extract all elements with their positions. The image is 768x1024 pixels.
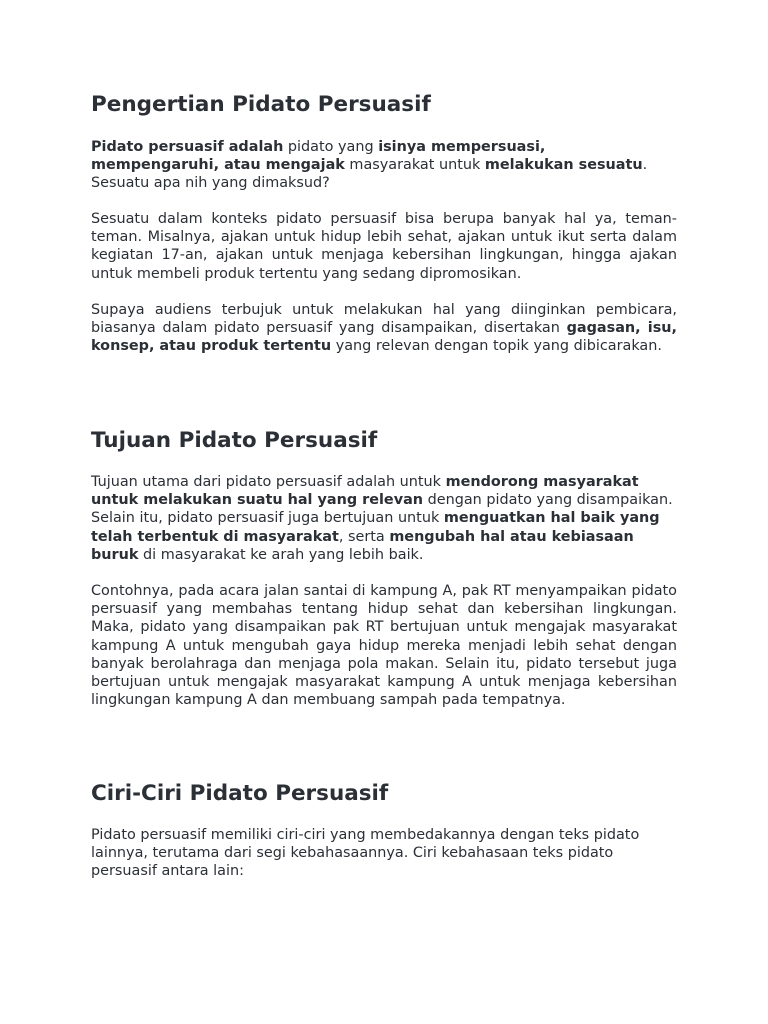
paragraph-pengertian-audience [91, 301, 677, 356]
paragraph-ciri-ciri-intro: Pidato persuasif memiliki ciri-ciri yang membedakannya dengan teks pidato lainnya, terutama dari segi kebahasaannya. Ciri kebahasaan teks pidato persuasif antara lain: [91, 827, 640, 880]
paragraph-pengertian-definition [91, 138, 677, 193]
bold-term: menguatkan hal baik yang telah terbentuk di masyarakat [91, 510, 660, 545]
text-run: , serta [338, 528, 390, 545]
bold-term: mengubah hal atau kebiasaan buruk [91, 528, 634, 563]
text-run: yang relevan dengan topik yang dibicarakan. [331, 338, 662, 355]
text-run: dengan pidato yang disampaikan. Selain itu, pidato persuasif juga bertujuan untuk [91, 492, 673, 527]
text-run: pidato yang [283, 139, 379, 155]
paragraph-tujuan-main [91, 473, 677, 564]
bold-term: gagasan, isu, konsep, atau produk tertentu [91, 320, 678, 355]
bold-term: melakukan sesuatu [484, 157, 643, 174]
text-run: . Sesuatu apa nih yang dimaksud? [91, 157, 648, 192]
section-heading-ciri-ciri: Ciri-Ciri Pidato Persuasif [91, 781, 389, 806]
paragraph-pengertian-examples: Sesuatu dalam konteks pidato persuasif bisa berupa banyak hal ya, teman-teman. Misalnya, ajakan untuk hidup lebih sehat, ajakan untuk ikut serta dalam kegiatan 17-an, ajakan untuk menjaga kebersihan lingkungan, hingga ajakan untuk membeli produk tertentu yang sedang dipromosikan. [91, 211, 677, 282]
text-run: Supaya audiens terbujuk untuk melakukan hal yang diinginkan pembicara, biasanya dalam pidato persuasif yang disampaikan, disertakan [91, 302, 677, 337]
text-run: di masyarakat ke arah yang lebih baik. [138, 546, 424, 563]
bold-term: isinya mempersuasi, mempengaruhi, atau mengajak [91, 139, 546, 174]
text-run: masyarakat untuk [344, 157, 485, 174]
section-heading-pengertian: Pengertian Pidato Persuasif [91, 92, 431, 117]
section-heading-tujuan: Tujuan Pidato Persuasif [91, 428, 378, 453]
paragraph-tujuan-example: Contohnya, pada acara jalan santai di kampung A, pak RT menyampaikan pidato persuasif yang membahas tentang hidup sehat dan kebersihan lingkungan. Maka, pidato yang disampaikan pak RT bertujuan untuk mengajak masyarakat kampung A untuk mengubah gaya hidup mereka menjadi lebih sehat dengan banyak berolahraga dan menjaga pola makan. Selain itu, pidato tersebut juga bertujuan untuk mengajak masyarakat kampung A untuk menjaga kebersihan lingkungan kampung A dan membuang sampah pada tempatnya. [91, 583, 677, 709]
text-run: Tujuan utama dari pidato persuasif adalah untuk [91, 474, 446, 490]
bold-term: mendorong masyarakat untuk melakukan suatu hal yang relevan [91, 474, 639, 509]
bold-term: Pidato persuasif adalah [91, 139, 284, 155]
